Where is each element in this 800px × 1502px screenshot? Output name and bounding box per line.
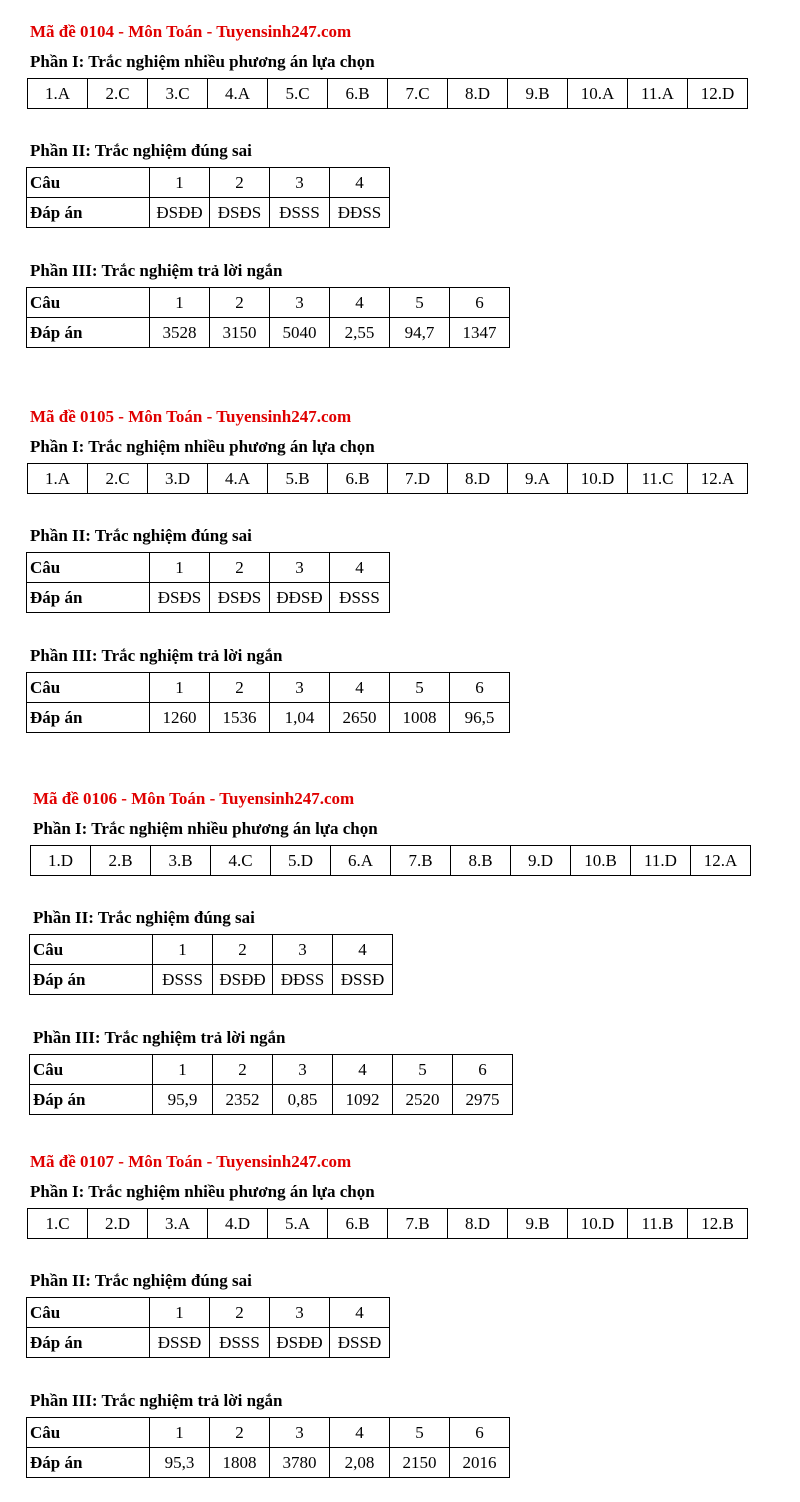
row-label: Câu [30, 1055, 153, 1085]
part2-heading: Phần II: Trắc nghiệm đúng sai [33, 908, 255, 927]
part2-answer-cell: ĐSĐS [150, 583, 210, 613]
part2-question-cell: 2 [210, 168, 270, 198]
part3-question-cell: 3 [270, 673, 330, 703]
part1-answer-cell: 5.D [271, 846, 331, 876]
part2-question-cell: 4 [333, 935, 393, 965]
part3-answer-table [26, 672, 510, 733]
part2-heading: Phần II: Trắc nghiệm đúng sai [30, 1271, 252, 1290]
part3-question-cell: 6 [453, 1055, 513, 1085]
part1-answer-cell: 9.B [508, 79, 568, 109]
part1-answer-cell: 3.D [148, 464, 208, 494]
part3-answer-cell: 96,5 [450, 703, 510, 733]
part3-answer-cell: 1008 [390, 703, 450, 733]
part1-answer-cell: 1.C [28, 1209, 88, 1239]
part1-answer-cell: 9.B [508, 1209, 568, 1239]
part1-answer-cell: 7.C [388, 79, 448, 109]
part2-question-cell: 1 [150, 1298, 210, 1328]
part3-answer-table [26, 287, 510, 348]
part2-answer-cell: ĐSĐS [210, 198, 270, 228]
part3-answer-cell: 95,3 [150, 1448, 210, 1478]
part1-answer-cell: 12.A [691, 846, 751, 876]
part1-answer-cell: 11.A [628, 79, 688, 109]
part2-question-cell: 1 [153, 935, 213, 965]
row-label: Đáp án [27, 198, 150, 228]
part1-answer-cell: 8.B [451, 846, 511, 876]
part2-heading: Phần II: Trắc nghiệm đúng sai [30, 141, 252, 160]
part3-answer-cell: 2,55 [330, 318, 390, 348]
part1-answer-cell: 6.B [328, 79, 388, 109]
part3-heading: Phần III: Trắc nghiệm trả lời ngắn [30, 261, 283, 280]
part3-answer-table [26, 1417, 510, 1478]
part1-answer-cell: 2.D [88, 1209, 148, 1239]
part3-answer-cell: 94,7 [390, 318, 450, 348]
part2-question-cell: 1 [150, 168, 210, 198]
part3-question-cell: 5 [393, 1055, 453, 1085]
part3-question-cell: 5 [390, 288, 450, 318]
part1-answer-cell: 8.D [448, 79, 508, 109]
part3-question-cell: 3 [273, 1055, 333, 1085]
part3-question-cell: 1 [150, 288, 210, 318]
part3-answer-cell: 1092 [333, 1085, 393, 1115]
part1-heading: Phần I: Trắc nghiệm nhiều phương án lựa chọn [30, 437, 375, 456]
part1-answer-cell: 5.C [268, 79, 328, 109]
part1-answer-cell: 1.D [31, 846, 91, 876]
part2-answer-table [29, 934, 393, 995]
part3-question-cell: 4 [330, 1418, 390, 1448]
part1-answer-cell: 12.A [688, 464, 748, 494]
part3-question-cell: 2 [210, 673, 270, 703]
part3-question-cell: 2 [210, 288, 270, 318]
part1-heading: Phần I: Trắc nghiệm nhiều phương án lựa chọn [30, 52, 375, 71]
part3-question-cell: 6 [450, 673, 510, 703]
row-label: Câu [27, 673, 150, 703]
part1-heading: Phần I: Trắc nghiệm nhiều phương án lựa chọn [30, 1182, 375, 1201]
part3-answer-cell: 3528 [150, 318, 210, 348]
part1-answer-cell: 6.B [328, 1209, 388, 1239]
part1-answer-cell: 12.D [688, 79, 748, 109]
part2-question-cell: 3 [270, 553, 330, 583]
part1-answer-cell: 10.B [571, 846, 631, 876]
part2-answer-cell: ĐSĐĐ [270, 1328, 330, 1358]
part2-answer-cell: ĐSSĐ [330, 1328, 390, 1358]
part1-answer-cell: 5.B [268, 464, 328, 494]
part3-answer-cell: 2016 [450, 1448, 510, 1478]
part2-heading: Phần II: Trắc nghiệm đúng sai [30, 526, 252, 545]
part1-answer-cell: 12.B [688, 1209, 748, 1239]
part3-question-cell: 4 [330, 673, 390, 703]
part3-answer-cell: 3150 [210, 318, 270, 348]
part1-answer-cell: 4.A [208, 464, 268, 494]
part1-answer-table [27, 78, 748, 109]
part3-answer-cell: 2352 [213, 1085, 273, 1115]
part3-heading: Phần III: Trắc nghiệm trả lời ngắn [33, 1028, 286, 1047]
part1-answer-cell: 5.A [268, 1209, 328, 1239]
part2-answer-cell: ĐĐSĐ [270, 583, 330, 613]
part2-answer-cell: ĐĐSS [273, 965, 333, 995]
part1-answer-cell: 7.D [388, 464, 448, 494]
part2-answer-table [26, 167, 390, 228]
part3-question-cell: 1 [150, 1418, 210, 1448]
part2-answer-cell: ĐSSĐ [333, 965, 393, 995]
part1-answer-cell: 7.B [388, 1209, 448, 1239]
part3-answer-cell: 1260 [150, 703, 210, 733]
part1-answer-cell: 1.A [28, 464, 88, 494]
part1-answer-cell: 10.D [568, 1209, 628, 1239]
part3-question-cell: 4 [333, 1055, 393, 1085]
part3-question-cell: 5 [390, 1418, 450, 1448]
part3-answer-cell: 95,9 [153, 1085, 213, 1115]
part2-answer-cell: ĐSSS [270, 198, 330, 228]
part3-question-cell: 1 [153, 1055, 213, 1085]
row-label: Câu [27, 1298, 150, 1328]
part2-question-cell: 3 [273, 935, 333, 965]
exam-code-title: Mã đề 0107 - Môn Toán - Tuyensinh247.com [30, 1152, 352, 1171]
part1-answer-cell: 3.B [151, 846, 211, 876]
part3-heading: Phần III: Trắc nghiệm trả lời ngắn [30, 1391, 283, 1410]
part1-answer-cell: 2.B [91, 846, 151, 876]
part1-answer-cell: 4.C [211, 846, 271, 876]
part2-question-cell: 4 [330, 168, 390, 198]
row-label: Đáp án [27, 318, 150, 348]
part3-answer-cell: 2,08 [330, 1448, 390, 1478]
part2-answer-table [26, 1297, 390, 1358]
part1-answer-cell: 3.C [148, 79, 208, 109]
part3-question-cell: 1 [150, 673, 210, 703]
row-label: Đáp án [30, 1085, 153, 1115]
part3-heading: Phần III: Trắc nghiệm trả lời ngắn [30, 646, 283, 665]
part1-answer-cell: 8.D [448, 464, 508, 494]
part3-answer-cell: 2150 [390, 1448, 450, 1478]
part2-question-cell: 4 [330, 553, 390, 583]
exam-code-title: Mã đề 0104 - Môn Toán - Tuyensinh247.com [30, 22, 352, 41]
part1-answer-cell: 2.C [88, 464, 148, 494]
part1-answer-cell: 6.A [331, 846, 391, 876]
part1-answer-cell: 11.B [628, 1209, 688, 1239]
row-label: Đáp án [27, 583, 150, 613]
part1-answer-cell: 11.D [631, 846, 691, 876]
part1-answer-cell: 9.A [508, 464, 568, 494]
part3-answer-table [29, 1054, 513, 1115]
row-label: Câu [30, 935, 153, 965]
row-label: Câu [27, 553, 150, 583]
part1-answer-cell: 10.D [568, 464, 628, 494]
part2-question-cell: 2 [210, 1298, 270, 1328]
part1-answer-cell: 11.C [628, 464, 688, 494]
part1-answer-table [27, 1208, 748, 1239]
part1-answer-cell: 4.D [208, 1209, 268, 1239]
part1-answer-cell: 7.B [391, 846, 451, 876]
part3-answer-cell: 1347 [450, 318, 510, 348]
part3-answer-cell: 5040 [270, 318, 330, 348]
part2-answer-cell: ĐSSS [153, 965, 213, 995]
part2-question-cell: 4 [330, 1298, 390, 1328]
part2-answer-cell: ĐĐSS [330, 198, 390, 228]
part1-answer-cell: 2.C [88, 79, 148, 109]
part3-question-cell: 6 [450, 288, 510, 318]
part2-answer-cell: ĐSSS [330, 583, 390, 613]
row-label: Câu [27, 288, 150, 318]
part3-question-cell: 2 [210, 1418, 270, 1448]
part3-answer-cell: 3780 [270, 1448, 330, 1478]
part1-answer-cell: 3.A [148, 1209, 208, 1239]
exam-code-title: Mã đề 0106 - Môn Toán - Tuyensinh247.com [33, 789, 355, 808]
part1-answer-cell: 6.B [328, 464, 388, 494]
part1-answer-cell: 4.A [208, 79, 268, 109]
row-label: Đáp án [27, 1328, 150, 1358]
part3-answer-cell: 0,85 [273, 1085, 333, 1115]
part3-question-cell: 5 [390, 673, 450, 703]
part3-answer-cell: 1,04 [270, 703, 330, 733]
part3-answer-cell: 2520 [393, 1085, 453, 1115]
part2-answer-cell: ĐSĐS [210, 583, 270, 613]
part3-question-cell: 3 [270, 288, 330, 318]
part3-answer-cell: 2650 [330, 703, 390, 733]
part2-question-cell: 2 [213, 935, 273, 965]
part2-question-cell: 3 [270, 168, 330, 198]
part1-answer-cell: 1.A [28, 79, 88, 109]
part2-question-cell: 2 [210, 553, 270, 583]
part1-answer-table [30, 845, 751, 876]
part3-question-cell: 4 [330, 288, 390, 318]
part2-question-cell: 3 [270, 1298, 330, 1328]
part2-answer-cell: ĐSSĐ [150, 1328, 210, 1358]
part2-answer-cell: ĐSSS [210, 1328, 270, 1358]
part2-answer-cell: ĐSĐĐ [213, 965, 273, 995]
row-label: Đáp án [27, 1448, 150, 1478]
row-label: Câu [27, 168, 150, 198]
part2-question-cell: 1 [150, 553, 210, 583]
part1-answer-table [27, 463, 748, 494]
part1-heading: Phần I: Trắc nghiệm nhiều phương án lựa chọn [33, 819, 378, 838]
row-label: Đáp án [30, 965, 153, 995]
row-label: Câu [27, 1418, 150, 1448]
part3-answer-cell: 2975 [453, 1085, 513, 1115]
part1-answer-cell: 9.D [511, 846, 571, 876]
part3-question-cell: 2 [213, 1055, 273, 1085]
part2-answer-table [26, 552, 390, 613]
part1-answer-cell: 10.A [568, 79, 628, 109]
part1-answer-cell: 8.D [448, 1209, 508, 1239]
exam-code-title: Mã đề 0105 - Môn Toán - Tuyensinh247.com [30, 407, 352, 426]
part3-question-cell: 6 [450, 1418, 510, 1448]
part2-answer-cell: ĐSĐĐ [150, 198, 210, 228]
part3-question-cell: 3 [270, 1418, 330, 1448]
part3-answer-cell: 1808 [210, 1448, 270, 1478]
row-label: Đáp án [27, 703, 150, 733]
part3-answer-cell: 1536 [210, 703, 270, 733]
